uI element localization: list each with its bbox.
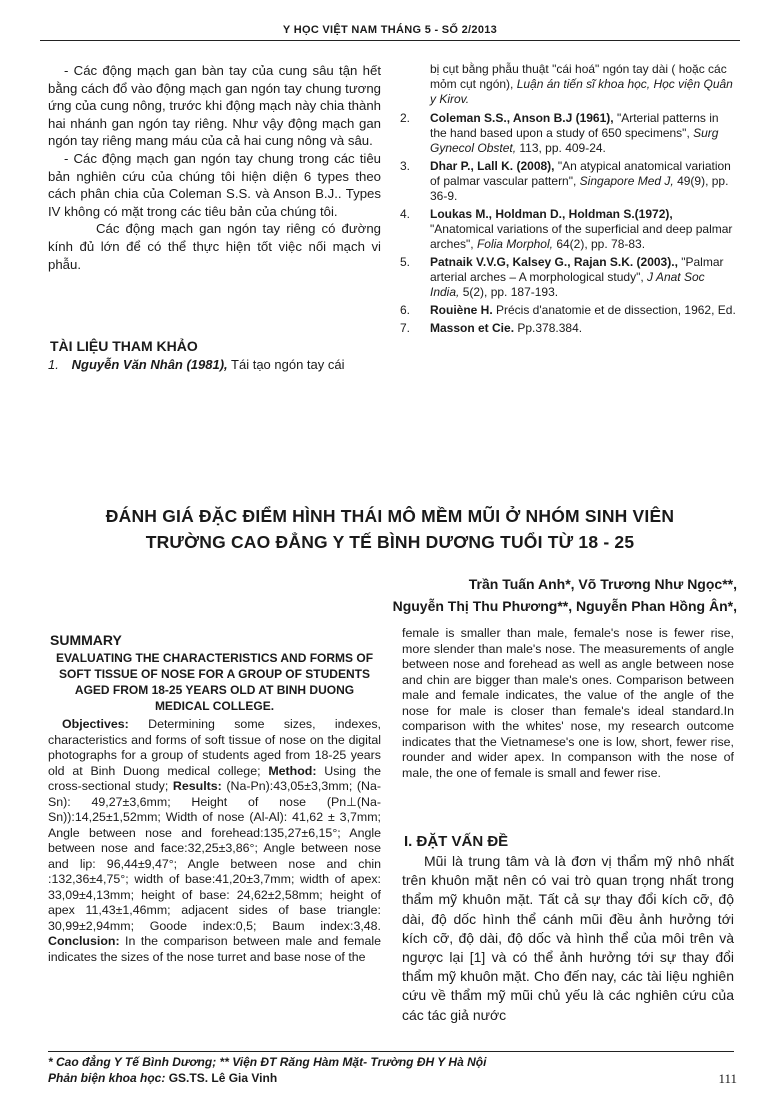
summary-paragraph xyxy=(48,717,381,965)
left-column-continuation xyxy=(48,62,381,273)
label: Conclusion: xyxy=(48,934,120,948)
intro-paragraph: Mũi là trung tâm và là đơn vị thẩm mỹ nhô nhất trên khuôn mặt nên có vai trò quan trọng nhất trong thẩm mỹ khuôn mặt. Tất cả sự thay đổi kích cỡ, độ dài, độ dốc hình thể cánh mũi đều ảnh hưởng tới kích cỡ, độ dài, độ dốc và hình thể của môi trên và ngược lại [1] và có thể ảnh hưởng tới sự thay đổi thẩm mỹ khuôn mặt. Cho đến nay, các tài liệu nghiên cứu về thẩm mỹ mũi chủ yếu là các nghiên cứu của các tác giả nước xyxy=(402,853,734,1023)
journal-header: Y HỌC VIỆT NAM THÁNG 5 - SỐ 2/2013 xyxy=(282,24,498,36)
summary-heading: SUMMARY xyxy=(50,632,122,648)
reference-source: Folia Morphol, xyxy=(476,237,553,251)
title-line: ĐÁNH GIÁ ĐẶC ĐIỂM HÌNH THÁI MÔ MỀM MŨI Ở NHÓM SINH VIÊN xyxy=(105,506,675,526)
reference-text: bị cụt bằng phẫu thuật "cái hoá" ngón tay dài ( hoặc các mỏm cụt ngón), xyxy=(430,62,727,91)
reference-text: "An atypical anatomical variation of palmar vascular pattern", xyxy=(430,159,731,188)
reference-item xyxy=(400,255,736,300)
label: Results: xyxy=(172,779,222,793)
page-number: 111 xyxy=(718,1071,737,1086)
footnote-rule xyxy=(48,1051,734,1052)
reference-text: "Palmar arterial arches – A morphological study", xyxy=(430,255,724,284)
authors xyxy=(217,573,737,617)
reference-author: Dhar P., Lall K. (2008), xyxy=(430,159,555,173)
reference-number: 7. xyxy=(400,321,411,335)
paragraph: - Các động mạch gan ngón tay chung trong các tiêu bản nghiên cứu của chúng tôi hiện diện 6 types theo cách phân chia của Coleman S.S. và Anson B.J.. Types IV không có mặt trong các tiêu bản của chúng tôi. xyxy=(48,150,381,219)
references-heading: TÀI LIỆU THAM KHẢO xyxy=(50,338,198,354)
reference-text: Pp.378.384. xyxy=(514,321,583,335)
article-title xyxy=(40,503,740,555)
paragraph: - Các động mạch gan bàn tay của cung sâu tận hết bằng cách đổ vào động mạch gan ngón tay chung tương ứng của cung nông, trước khi động mạch này chia thành hai nhánh gan ngón tay riêng. Như vậy động mạch gan ngón tay riêng mang máu của cả hai cung nông và sâu. xyxy=(48,63,381,149)
references-continuation xyxy=(400,62,736,339)
reference-item xyxy=(400,207,736,252)
reference-source: Luận án tiến sĩ khoa học, Học viện Quân y Kirov. xyxy=(430,77,733,106)
text: Using the cross-sectional study; xyxy=(48,763,381,793)
reference-author: Masson et Cie. xyxy=(430,321,515,335)
reference-author: Rouiène H. xyxy=(430,303,493,317)
reference-tail: 64(2), pp. 78-83. xyxy=(552,237,646,251)
reference-number: 4. xyxy=(400,207,411,221)
summary-continued: female is smaller than male, female's nose is fewer rise, more slender than male's nose. The measurements of angle between nose and forehead as well as angle between nose and chin are bigger than male's ones. Comparison between male and female indicates, the value of the angle of the nose for male is closer than female's ideal standard.In comparison with the whites' nose, my research outcome indicates that the Vietnamese's one is low, short, fewer rise, rounder and wider apex. In companson with the nose of male, the one of female is small and fewer rise. xyxy=(402,626,734,780)
reviewer-footnote xyxy=(48,1071,277,1085)
section-heading: I. ĐẶT VẤN ĐỀ xyxy=(404,833,509,850)
affiliations-footnote: * Cao đẳng Y Tế Bình Dương; ** Viện ĐT Răng Hàm Mặt- Trường ĐH Y Hà Nội xyxy=(48,1055,487,1069)
paragraph: Các động mạch gan ngón tay riêng có đường kính đủ lớn để có thể thực hiện tốt việc nối mạch vi phẫu. xyxy=(48,221,381,272)
intro-body xyxy=(402,852,734,1025)
reference-source: Singapore Med J, xyxy=(579,174,674,188)
reference-item xyxy=(400,159,736,204)
reference-text: "Arterial patterns in the hand based upon a study of 650 specimens", xyxy=(430,111,719,140)
reference-1 xyxy=(48,357,383,372)
title-line: TRƯỜNG CAO ĐẲNG Y TẾ BÌNH DƯƠNG TUỔI TỪ 18 - 25 xyxy=(145,532,635,552)
summary-subtitle: EVALUATING THE CHARACTERISTICS AND FORMS OF SOFT TISSUE OF NOSE FOR A GROUP OF STUDENTS AGED FROM 18-25 YEARS OLD AT BINH DUONG MEDICAL COLLEGE. xyxy=(55,651,374,713)
label: Objectives: xyxy=(62,717,129,731)
reference-text: Précis d'anatomie et de dissection, 1962, Ed. xyxy=(492,303,736,317)
reference-number: 2. xyxy=(400,111,411,125)
text: In the comparison between male and female indicates the sizes of the nose turret and base nose of the xyxy=(48,934,381,964)
text: (Na-Pn):43,05±3,3mm; (Na- Sn): 49,27±3,6mm; Height of nose (Pn⊥(Na-Sn)):14,25±1,52mm; Width of nose (Al-Al): 41,62 ± 3,7mm; Angle between nose and forehead:135,27±6,15°; Angle between nose and face:32,25±3,86°; Angle between nose and lip: 96,44±9,47°; Angle between nose and chin :132,36±4,75°; width of base:41,20±3,7mm; width of apex: 33,09±4,13mm; height of base: 24,62±2,58mm; height of apex 11,43±1,46mm; adjacent sides of base triangle: 30,99±2,94mm; Goode index:0,5; Baum index:3,48. xyxy=(48,779,381,933)
reference-item xyxy=(400,111,736,156)
reference-text: Tái tạo ngón tay cái xyxy=(227,357,345,372)
reference-number: 6. xyxy=(400,303,411,317)
label: Method: xyxy=(268,763,317,778)
reference-author: Loukas M., Holdman D., Holdman S.(1972), xyxy=(430,207,673,221)
authors-line: Nguyễn Thị Thu Phương**, Nguyễn Phan Hồng Ân*, xyxy=(392,598,737,614)
reference-tail: 113, pp. 409-24. xyxy=(516,141,606,155)
reference-number: 1. xyxy=(48,357,59,372)
reference-tail: 5(2), pp. 187-193. xyxy=(459,285,559,299)
reference-author: Patnaik V.V.G, Kalsey G., Rajan S.K. (2003)., xyxy=(430,255,678,269)
summary-body xyxy=(48,717,381,965)
reference-item xyxy=(400,303,736,318)
header-rule xyxy=(40,40,740,41)
reference-1-continued xyxy=(430,62,736,107)
reference-tail: 49(9), pp. 36-9. xyxy=(430,174,729,203)
reference-number: 3. xyxy=(400,159,411,173)
reference-text: "Anatomical variations of the superficial and deep palmar arches", xyxy=(430,222,733,251)
authors-line: Trần Tuấn Anh*, Võ Trương Như Ngọc**, xyxy=(468,576,737,592)
label: Phản biện khoa học: xyxy=(48,1071,166,1085)
reference-item xyxy=(400,321,736,336)
reference-source: J Anat Soc India, xyxy=(430,270,705,299)
reference-source: Surg Gynecol Obstet, xyxy=(430,126,719,155)
text: Determining some sizes, indexes, characteristics and forms of soft tissue of nose on the digital photographs for a group of students aged from 18-25 years old at Binh Duong medical college; xyxy=(48,717,381,778)
reference-number: 5. xyxy=(400,255,411,269)
reviewer-name: GS.TS. Lê Gia Vinh xyxy=(165,1071,278,1085)
reference-author: Nguyễn Văn Nhân (1981), xyxy=(71,357,228,372)
reference-author: Coleman S.S., Anson B.J (1961), xyxy=(430,111,614,125)
